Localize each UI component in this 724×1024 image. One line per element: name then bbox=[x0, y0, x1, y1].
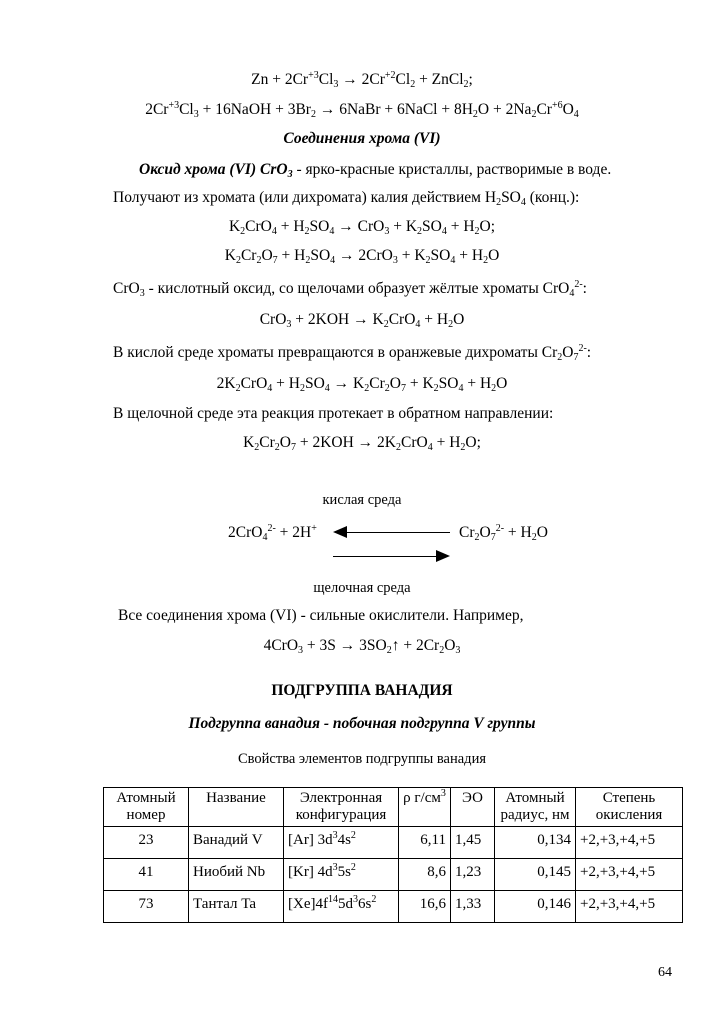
cell-name: Тантал Ta bbox=[189, 891, 284, 923]
acid-environment-text: В кислой среде хроматы превращаются в оранжевые дихроматы $Cr_2O_7^{2-}$: bbox=[113, 343, 592, 363]
header-electron-config: Электронная конфигурация bbox=[284, 788, 399, 827]
equation-cro3-koh: $CrO_3 + 2KOH \to K_2CrO_4 + H_2O$ bbox=[259, 311, 465, 330]
alkaline-medium-label: щелочная среда bbox=[313, 580, 411, 596]
left-arrow-shaft bbox=[345, 532, 450, 533]
cell-oxidation-states: +2,+3,+4,+5 bbox=[576, 891, 683, 923]
acid-medium-label: кислая среда bbox=[322, 492, 402, 508]
acidic-oxide-text: CrO$_3$ - кислотный оксид, со щелочами образует жёлтые хроматы CrO$_4^{2-}$: bbox=[113, 279, 587, 299]
cell-electronegativity: 1,45 bbox=[451, 827, 495, 859]
equilibrium-left-side: 2CrO$_4^{2-}$ + 2H+ bbox=[228, 523, 317, 543]
equation-k2cro4-h2so4: $K_2CrO_4 + H_2SO_4 \to CrO_3 + K_2SO_4 + H_2O$; bbox=[228, 218, 496, 237]
cell-atomic-number: 23 bbox=[104, 827, 189, 859]
cell-electron-config: [Ar] $3d^34s^2$ bbox=[284, 827, 399, 859]
cell-atomic-radius: 0,134 bbox=[495, 827, 576, 859]
equation-cro3-sulfur: $4CrO_3 + 3S \to 3SO_2↑ + 2Cr_2O_3$ bbox=[263, 637, 461, 656]
alkaline-environment-text: В щелочной среде эта реакция протекает в обратном направлении: bbox=[113, 405, 554, 422]
cell-atomic-radius: 0,145 bbox=[495, 859, 576, 891]
header-name: Название bbox=[189, 788, 284, 827]
oxide-obtain-text: Получают из хромата (или дихромата) калия действием $H_2SO_4$ (конц.): bbox=[113, 189, 580, 208]
cell-electron-config: [Kr] $4d^35s^2$ bbox=[284, 859, 399, 891]
vanadium-title: ПОДГРУППА ВАНАДИЯ bbox=[271, 682, 453, 699]
cell-oxidation-states: +2,+3,+4,+5 bbox=[576, 827, 683, 859]
reaction-crcl3-naoh-br2: $2Cr^{+3}Cl_3$ + 16NaOH + $3Br_2$ → 6NaBr + 6NaCl + $8H_2O + 2Na_2Cr^{+6}O_4$ bbox=[145, 100, 579, 120]
cell-atomic-number: 41 bbox=[104, 859, 189, 891]
cell-atomic-number: 73 bbox=[104, 891, 189, 923]
table-row bbox=[104, 891, 683, 923]
cell-electronegativity: 1,23 bbox=[451, 859, 495, 891]
cell-oxidation-states: +2,+3,+4,+5 bbox=[576, 859, 683, 891]
right-arrow-shaft bbox=[333, 556, 438, 557]
equation-chromate-to-dichromate: $2K_2CrO_4 + H_2SO_4 \to K_2Cr_2O_7 + K_2SO_4 + H_2O$ bbox=[216, 375, 508, 394]
cell-electronegativity: 1,33 bbox=[451, 891, 495, 923]
header-electronegativity: ЭО bbox=[451, 788, 495, 827]
cell-density: 8,6 bbox=[399, 859, 451, 891]
oxidizers-text: Все соединения хрома (VI) - сильные окислители. Например, bbox=[118, 607, 524, 624]
page-number: 64 bbox=[658, 965, 672, 980]
left-arrowhead-icon bbox=[333, 526, 347, 538]
header-atomic-number: Атомный номер bbox=[104, 788, 189, 827]
header-atomic-radius: Атомный радиус, нм bbox=[495, 788, 576, 827]
header-oxidation-states: Степень окисления bbox=[576, 788, 683, 827]
right-arrowhead-icon bbox=[436, 550, 450, 562]
equation-dichromate-koh: $K_2Cr_2O_7 + 2KOH \to 2K_2CrO_4 + H_2O$; bbox=[243, 434, 481, 453]
table-row bbox=[104, 859, 683, 891]
cell-atomic-radius: 0,146 bbox=[495, 891, 576, 923]
table-row bbox=[104, 827, 683, 859]
header-density: ρ $г/см^3$ bbox=[399, 788, 451, 827]
oxide-paragraph: Оксид хрома (VI) CrO$_3$ - ярко-красные кристаллы, растворимые в воде. bbox=[139, 161, 612, 180]
cell-name: Ниобий Nb bbox=[189, 859, 284, 891]
vanadium-subtitle: Подгруппа ванадия - побочная подгруппа V группы bbox=[188, 715, 536, 732]
equilibrium-right-side: $Cr_2O_7^{2-} + H_2O$ bbox=[459, 523, 548, 543]
table-caption: Свойства элементов подгруппы ванадия bbox=[238, 751, 486, 767]
reaction-zn-crcl3: $Zn + 2Cr^{+3}Cl_3 \to 2Cr^{+2}Cl_2$ + ZnCl$_2$; bbox=[251, 70, 473, 90]
table-header-row bbox=[104, 788, 683, 827]
cell-density: 6,11 bbox=[399, 827, 451, 859]
cell-density: 16,6 bbox=[399, 891, 451, 923]
cell-name: Ванадий V bbox=[189, 827, 284, 859]
vanadium-properties-table bbox=[103, 787, 683, 923]
cell-electron-config: $[Xe]4f^{14}5d^36s^2$ bbox=[284, 891, 399, 923]
section-title-chromium-vi: Соединения хрома (VI) bbox=[283, 130, 441, 147]
equation-k2cr2o7-h2so4: $K_2Cr_2O_7 + H_2SO_4 \to 2CrO_3 + K_2SO_4 + H_2O$ bbox=[224, 247, 500, 266]
